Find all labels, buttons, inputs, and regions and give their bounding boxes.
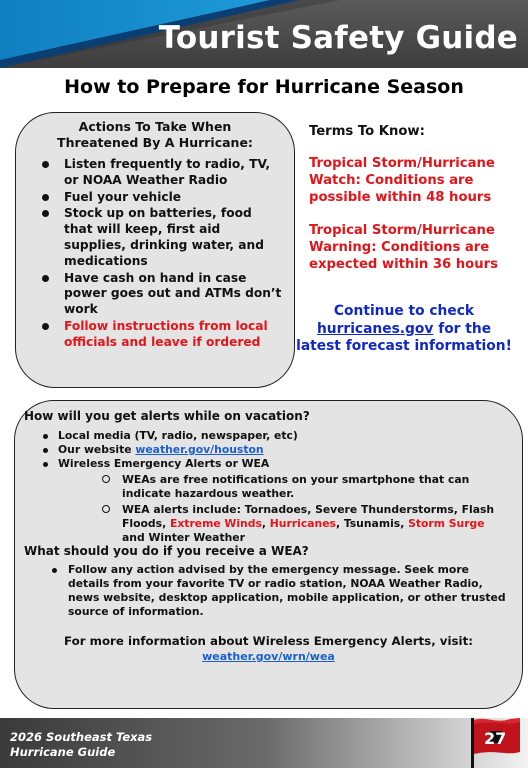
footer-text: 2026 Southeast Texas Hurricane Guide: [10, 730, 153, 759]
page-title: How to Prepare for Hurricane Season: [64, 76, 464, 98]
list-item: Fuel your vehicle: [40, 190, 284, 206]
list-item-highlight: Follow instructions from local officials and leave if ordered: [40, 319, 284, 351]
header-banner: [0, 0, 528, 68]
terms-section: [309, 123, 521, 289]
wea-link[interactable]: weather.gov/wrn/wea: [202, 650, 335, 663]
houston-link[interactable]: weather.gov/houston: [135, 443, 264, 456]
alerts-question: How will you get alerts while on vacation?: [24, 409, 310, 423]
list-item: WEA alerts include: Tornadoes, Severe Thunderstorms, Flash Floods, Extreme Winds, Hurricanes, Tsunamis, Storm Surge and Winter Weather: [100, 503, 500, 545]
follow-list: [54, 563, 509, 619]
list-item: Stock up on batteries, food that will keep, first aid supplies, drinking water, and medications: [40, 206, 284, 269]
more-info: For more information about Wireless Emergency Alerts, visit: weather.gov/wrn/wea: [14, 633, 523, 665]
list-item: Have cash on hand in case power goes out and ATMs don’t work: [40, 271, 284, 318]
footer-bar: [0, 718, 528, 768]
actions-list: [40, 157, 284, 352]
page-number: 27: [484, 729, 507, 748]
header-title: Tourist Safety Guide: [158, 20, 518, 56]
list-item: WEAs are free notifications on your smartphone that can indicate hazardous weather.: [100, 473, 500, 501]
list-item: Wireless Emergency Alerts or WEA: [42, 457, 512, 471]
term-warning: Tropical Storm/Hurricane Warning: Conditions are expected within 36 hours: [309, 223, 498, 272]
list-item: Our website weather.gov/houston: [42, 443, 512, 457]
list-item: Follow any action advised by the emergency message. Seek more details from your favorite TV or radio station, NOAA Weather Radio, news website, desktop application, mobile application, or other trusted source of information.: [54, 563, 509, 619]
term-watch: Tropical Storm/Hurricane Watch: Conditions are possible within 48 hours: [309, 156, 495, 205]
alerts-list: [42, 429, 512, 471]
actions-heading: Actions To Take When Threatened By A Hurricane:: [57, 119, 253, 150]
wea-sublist: [100, 473, 500, 547]
hurricanes-link[interactable]: hurricanes.gov: [316, 320, 434, 337]
actions-box: [15, 112, 295, 388]
terms-title: Terms To Know:: [309, 124, 425, 139]
list-item: Local media (TV, radio, newspaper, etc): [42, 429, 512, 443]
wea-question: What should you do if you receive a WEA?: [24, 544, 309, 558]
check-forecast: Continue to check hurricanes.gov for the latest forecast information!: [296, 303, 512, 354]
list-item: Listen frequently to radio, TV, or NOAA Weather Radio: [40, 157, 284, 189]
